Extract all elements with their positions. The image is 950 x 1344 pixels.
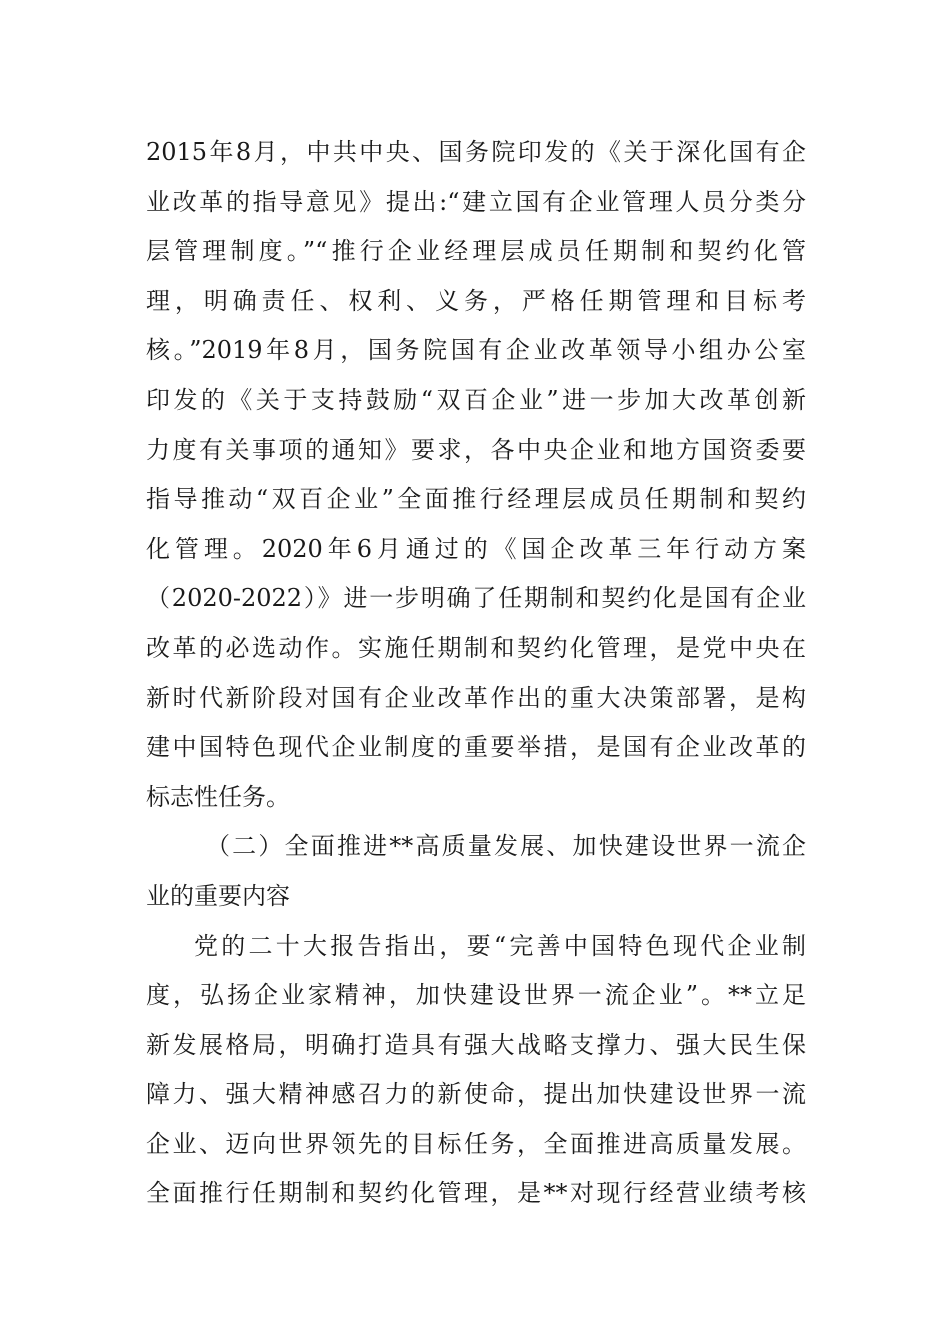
text-line: 新时代新阶段对国有企业改革作出的重大决策部署，是构 bbox=[146, 683, 806, 712]
text-line: 2015年8月，中共中央、国务院印发的《关于深化国有企 bbox=[146, 138, 806, 166]
text-line: 业改革的指导意见》提出:“建立国有企业管理人员分类分 bbox=[146, 187, 806, 216]
text-line: 全面推行任期制和契约化管理，是**对现行经营业绩考核 bbox=[146, 1179, 806, 1208]
section-heading-continued: 业的重要内容 bbox=[146, 881, 290, 910]
text-line: 建中国特色现代企业制度的重要举措，是国有企业改革的 bbox=[146, 733, 806, 762]
text-line: 障力、强大精神感召力的新使命，提出加快建设世界一流 bbox=[146, 1080, 806, 1109]
text-line: 印发的《关于支持鼓励“双百企业”进一步加大改革创新 bbox=[146, 385, 806, 414]
text-line: 层管理制度。”“推行企业经理层成员任期制和契约化管 bbox=[146, 237, 806, 266]
text-line: （2020-2022）》进一步明确了任期制和契约化是国有企业 bbox=[146, 584, 806, 613]
text-line: 理，明确责任、权利、义务，严格任期管理和目标考 bbox=[146, 286, 806, 315]
text-line: 标志性任务。 bbox=[146, 782, 290, 811]
section-heading: （二）全面推进**高质量发展、加快建设世界一流企 bbox=[206, 832, 806, 861]
text-line: 核。”2019年8月，国务院国有企业改革领导小组办公室 bbox=[146, 336, 806, 365]
text-line: 企业、迈向世界领先的目标任务，全面推进高质量发展。 bbox=[146, 1129, 806, 1158]
text-line: 指导推动“双百企业”全面推行经理层成员任期制和契约 bbox=[146, 485, 806, 514]
text-line: 力度有关事项的通知》要求，各中央企业和地方国资委要 bbox=[146, 435, 806, 464]
text-line: 化管理。2020年6月通过的《国企改革三年行动方案 bbox=[146, 534, 806, 563]
paragraph-start: 党的二十大报告指出，要“完善中国特色现代企业制 bbox=[194, 931, 806, 960]
text-line: 改革的必选动作。实施任期制和契约化管理，是党中央在 bbox=[146, 633, 806, 662]
text-line: 度，弘扬企业家精神，加快建设世界一流企业”。**立足 bbox=[146, 981, 806, 1010]
text-line: 新发展格局，明确打造具有强大战略支撑力、强大民生保 bbox=[146, 1030, 806, 1059]
document-body bbox=[146, 128, 806, 1219]
